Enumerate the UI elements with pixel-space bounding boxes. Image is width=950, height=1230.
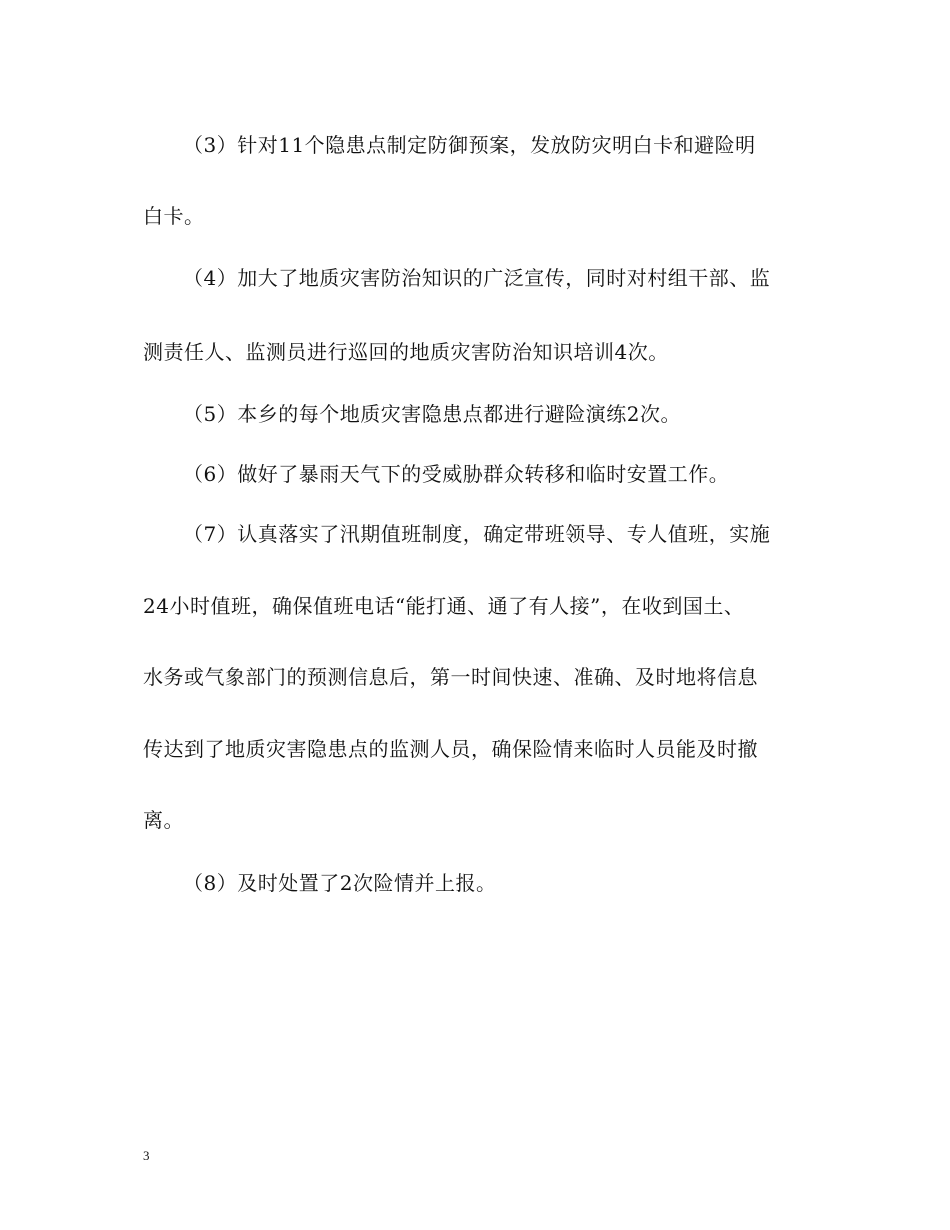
paragraph-7-line-4: 传达到了地质灾害隐患点的监测人员，确保险情来临时人员能及时撤	[143, 737, 758, 761]
paragraph-7-line-3: 水务或气象部门的预测信息后，第一时间快速、准确、及时地将信息	[143, 665, 758, 689]
paragraph-3-line-1: （3）针对11个隐患点制定防御预案，发放防灾明白卡和避险明	[183, 133, 756, 157]
paragraph-7-line-1: （7）认真落实了汛期值班制度，确定带班领导、专人值班，实施	[183, 522, 771, 546]
paragraph-4-line-2: 测责任人、监测员进行巡回的地质灾害防治知识培训4次。	[143, 340, 669, 364]
page-number: 3	[143, 1148, 150, 1163]
paragraph-8-line-1: （8）及时处置了2次险情并上报。	[183, 871, 497, 895]
paragraph-4-line-1: （4）加大了地质灾害防治知识的广泛宣传，同时对村组干部、监	[183, 266, 771, 290]
paragraph-7-line-2: 24小时值班，确保值班电话“能打通、通了有人接”，在收到国土、	[143, 594, 745, 618]
paragraph-6-line-1: （6）做好了暴雨天气下的受威胁群众转移和临时安置工作。	[183, 462, 730, 486]
paragraph-7-line-5: 离。	[143, 808, 184, 832]
paragraph-3-line-2: 白卡。	[143, 204, 205, 228]
paragraph-5-line-1: （5）本乡的每个地质灾害隐患点都进行避险演练2次。	[183, 402, 681, 426]
